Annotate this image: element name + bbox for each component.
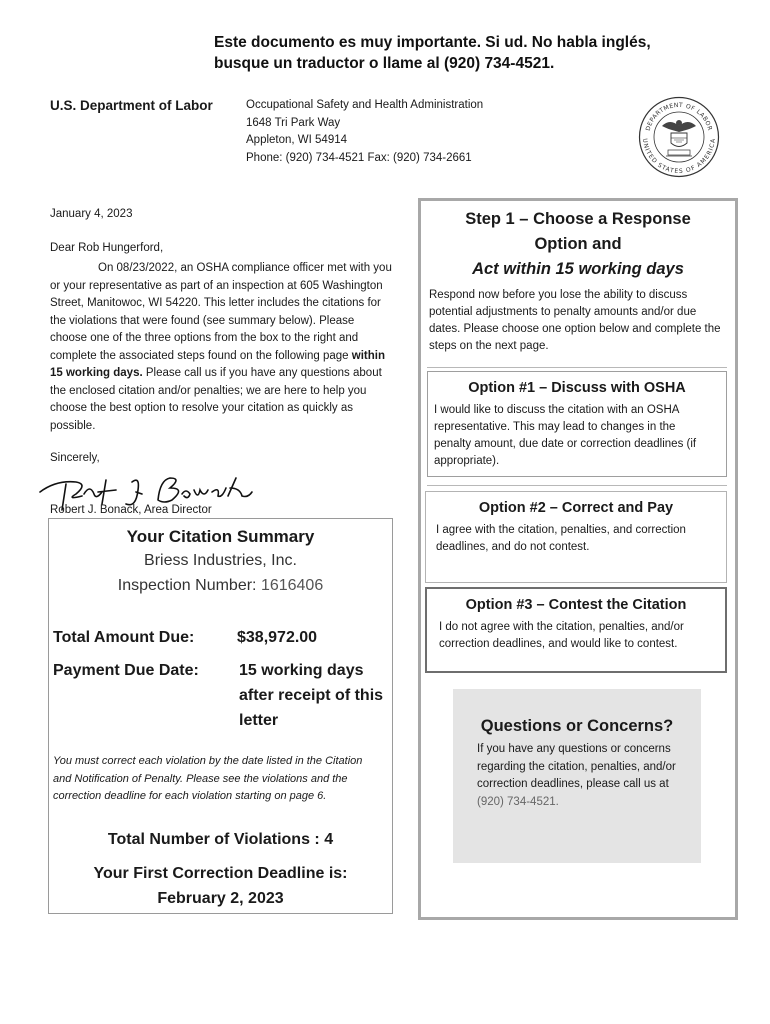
option-1-title: Option #1 – Discuss with OSHA — [468, 380, 686, 396]
questions-text — [477, 741, 677, 811]
seal-bottom-text: UNITED STATES OF AMERICA — [640, 138, 718, 176]
agency-phone-fax: Phone: (920) 734-4521 Fax: (920) 734-2661 — [246, 151, 472, 164]
option-3-text: I do not agree with the citation, penalties, and/or correction deadlines, and would like to contest. — [439, 621, 684, 650]
citation-summary-title: Your Citation Summary — [126, 527, 315, 546]
questions-body: If you have any questions or concerns regarding the citation, penalties, and/or correction deadlines, please call us at — [477, 743, 676, 790]
inspection-number-label: Inspection Number: — [117, 577, 261, 594]
option-2-text: I agree with the citation, penalties, and correction deadlines, and do not contest. — [436, 524, 686, 553]
total-amount-value: $38,972.00 — [237, 629, 318, 646]
option-1-text: I would like to discuss the citation with an OSHA representative. This may lead to changes in the penalty amount, due date or correction deadlines (if appropriate). — [434, 404, 697, 467]
step-1-title-line-2: Option and — [534, 235, 622, 253]
option-2-correct-and-pay[interactable] — [425, 491, 727, 583]
citation-summary-box — [48, 518, 393, 914]
option-1-discuss[interactable] — [427, 371, 727, 477]
language-notice-line-2: busque un traductor o llame al (920) 734-4521. — [214, 55, 555, 72]
step-1-instructions: Respond now before you lose the ability to discuss potential adjustments to penalty amounts and/or due dates. Please choose one option below and complete the steps on the next page. — [429, 289, 721, 352]
payment-due-value: 15 working days after receipt of this letter — [239, 662, 384, 729]
seal-top-text: DEPARTMENT OF LABOR — [644, 101, 714, 132]
total-violations: Total Number of Violations : 4 — [107, 831, 334, 848]
option-2-title: Option #2 – Correct and Pay — [478, 500, 674, 516]
first-deadline-label: Your First Correction Deadline is: — [93, 865, 348, 882]
department-seal-icon — [638, 96, 720, 178]
letter-body — [50, 260, 392, 435]
language-notice — [214, 32, 684, 74]
step-1-title-line-3: Act within 15 working days — [472, 260, 684, 278]
signer-name-title: Robert J. Bonack, Area Director — [50, 504, 212, 516]
agency-city: Appleton, WI 54914 — [246, 134, 348, 146]
step-1-title-line-1: Step 1 – Choose a Response — [465, 210, 691, 228]
department-name: U.S. Department of Labor — [50, 98, 213, 113]
first-deadline-date: February 2, 2023 — [157, 890, 284, 907]
questions-title: Questions or Concerns? — [480, 717, 674, 735]
response-options-panel — [418, 198, 738, 920]
questions-phone: (920) 734-4521. — [477, 795, 559, 808]
divider — [427, 367, 727, 368]
letter-date: January 4, 2023 — [50, 208, 133, 220]
letter-body-text: On 08/23/2022, an OSHA compliance officer met with you or your representative as part of an inspection at 605 Washington Street, Manitowoc, WI 54220. This letter includes the citations for the violations that were found (see summary below). Please choose one of the three options from the box to the right and complete the associated steps found on the following page — [50, 262, 392, 362]
letter-body-text-continued: Please call us if you have any questions about the enclosed citation and/or penalties; we are here to help you choose the best option to resolve your citation as quickly as possible. — [50, 367, 382, 432]
agency-address-block — [246, 97, 483, 167]
language-notice-line-1: Este documento es muy importante. Si ud. No habla inglés, — [214, 34, 651, 51]
salutation: Dear Rob Hungerford, — [50, 242, 164, 254]
company-name: Briess Industries, Inc. — [144, 552, 297, 569]
payment-due-label: Payment Due Date: — [53, 662, 199, 679]
step-1-title — [421, 207, 735, 282]
correction-note: You must correct each violation by the date listed in the Citation and Notification of Penalty. Please see the violations and the correction deadline for each violation starting on page 6. — [53, 755, 363, 802]
closing: Sincerely, — [50, 452, 100, 464]
agency-name: Occupational Safety and Health Administration — [246, 99, 484, 111]
questions-box — [453, 689, 701, 863]
letter-body-emphasis: within 15 working days. — [50, 349, 385, 379]
divider — [427, 485, 727, 486]
total-amount-label: Total Amount Due: — [53, 629, 195, 646]
option-3-title: Option #3 – Contest the Citation — [465, 597, 687, 613]
inspection-number-value: 1616406 — [260, 577, 324, 594]
option-3-contest[interactable] — [425, 587, 727, 673]
agency-street: 1648 Tri Park Way — [246, 116, 341, 129]
inspection-number — [49, 577, 392, 595]
